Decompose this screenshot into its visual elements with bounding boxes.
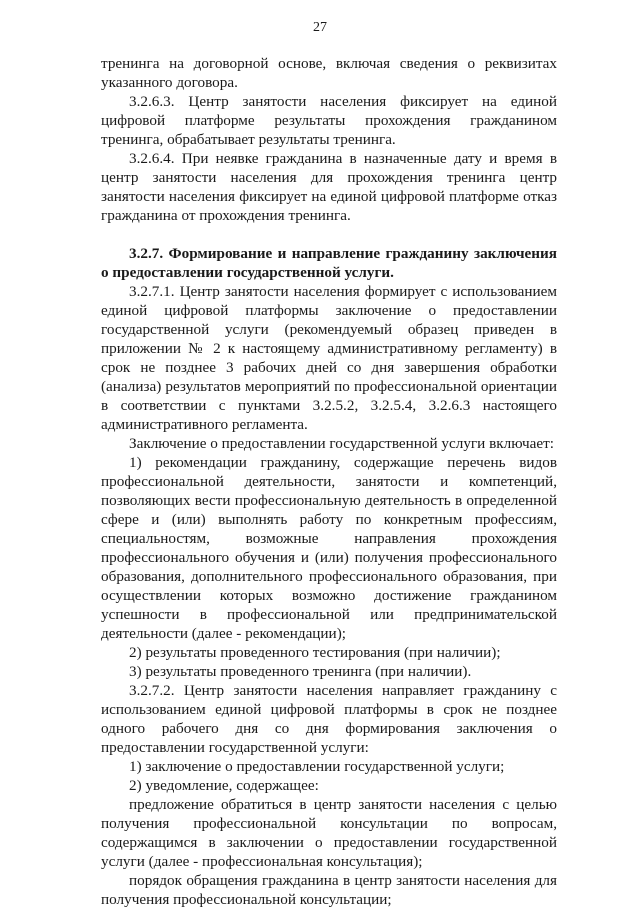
list-item-testing-results: 2) результаты проведенного тестирования (при наличии); (129, 644, 501, 661)
paragraph-3-2-6-3: 3.2.6.3. Центр занятости населения фиксирует на единой цифровой платформе результаты прохождения гражданином тренинга, обрабатывает результаты тренинга. (101, 93, 557, 148)
paragraph-conclusion-includes: Заключение о предоставлении государственной услуги включает: (129, 435, 554, 452)
document-body (101, 54, 557, 909)
section-heading-3-2-7: 3.2.7. Формирование и направление гражданину заключения о предоставлении государственной услуги. (101, 245, 557, 281)
list-item-notification: 2) уведомление, содержащее: (129, 777, 319, 794)
list-item-conclusion: 1) заключение о предоставлении государственной услуги; (129, 758, 505, 775)
paragraph-continuation: тренинга на договорной основе, включая сведения о реквизитах указанного договора. (101, 55, 557, 91)
page-number: 27 (313, 20, 327, 35)
list-item-recommendations: 1) рекомендации гражданину, содержащие перечень видов профессиональной деятельности, занятости и компетенций, позволяющих вести профессиональную деятельность в определенной сфере и (или) выполнять работу по конкретным профессиям, специальностям, возможные направления прохождения профессионального обучения и (или) получения профессионального образования, дополнительного профессионального образования, при осуществлении которых возможно достижение гражданином успешности в профессиональной или предпринимательской деятельности (далее - рекомендации); (101, 454, 557, 642)
list-item-training-results: 3) результаты проведенного тренинга (при наличии). (129, 663, 472, 680)
paragraph-3-2-6-4: 3.2.6.4. При неявке гражданина в назначенные дату и время в центр занятости населения для прохождения тренинга центр занятости населения фиксирует на единой цифровой платформе отказ гражданина от прохождения тренинга. (101, 150, 557, 224)
paragraph-consultation-offer: предложение обратиться в центр занятости населения с целью получения профессиональной консультации по вопросам, содержащимся в заключении о предоставлении государственной услуги (далее - профессиональная консультация); (101, 796, 557, 870)
paragraph-3-2-7-2: 3.2.7.2. Центр занятости населения направляет гражданину с использованием единой цифровой платформы в срок не позднее одного рабочего дня со дня формирования заключения о предоставлении государственной услуги: (101, 682, 557, 756)
paragraph-consultation-procedure: порядок обращения гражданина в центр занятости населения для получения профессиональной консультации; (101, 872, 557, 908)
paragraph-3-2-7-1: 3.2.7.1. Центр занятости населения формирует с использованием единой цифровой платформы заключение о предоставлении государственной услуги (рекомендуемый образец приведен в приложении № 2 к настоящему административному регламенту) в срок не позднее 3 рабочих дней со дня завершения обработки (анализа) результатов мероприятий по профессиональной ориентации в соответствии с пунктами 3.2.5.2, 3.2.5.4, 3.2.6.3 настоящего административного регламента. (101, 283, 557, 433)
